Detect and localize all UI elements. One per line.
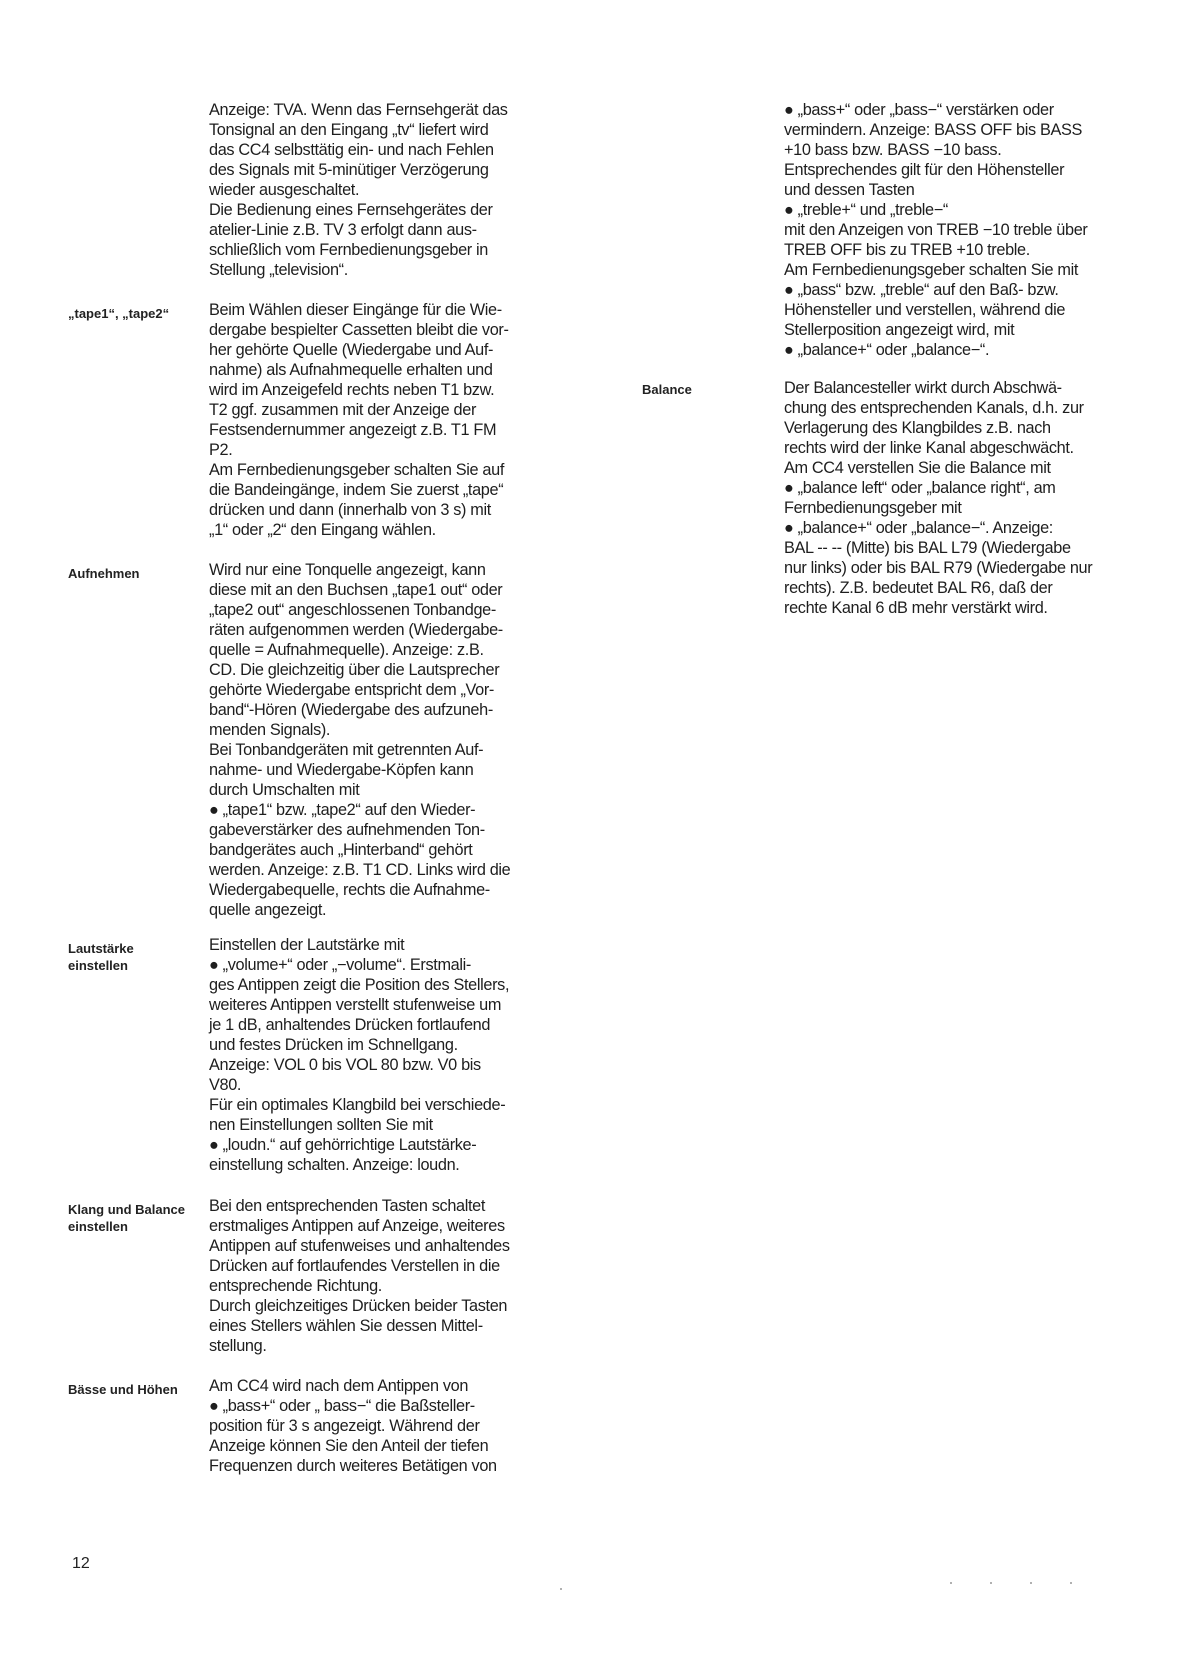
label-klang-balance: Klang und Balance einstellen [68,1202,186,1234]
text-line: ● „balance left“ oder „balance right“, am [784,479,1056,497]
text-line: Entsprechendes gilt für den Höhensteller [784,161,1065,179]
text-line: schließlich vom Fernbedienungsgeber in [209,241,489,259]
text-line: gabeverstärker des aufnehmenden Ton- [209,821,485,839]
text-line: Am CC4 verstellen Sie die Balance mit [784,459,1051,477]
text-line: ges Antippen zeigt die Position des Stellers, [209,976,510,994]
text-line: entsprechende Richtung. [209,1277,382,1295]
text-line: ● „volume+“ oder „−volume“. Erstmali- [209,956,471,974]
text-line: atelier-Linie z.B. TV 3 erfolgt dann aus- [209,221,477,239]
text-line: ● „treble+“ und „treble−“ [784,201,948,219]
text-line: TREB OFF bis zu TREB +10 treble. [784,241,1030,259]
text-line: quelle = Aufnahmequelle). Anzeige: z.B. [209,641,484,659]
text-line: Anzeige: VOL 0 bis VOL 80 bzw. V0 bis [209,1056,481,1074]
text-line: ● „loudn.“ auf gehörrichtige Lautstärke- [209,1136,477,1154]
text-line: Beim Wählen dieser Eingänge für die Wie- [209,301,502,319]
paragraph-tv-intro [209,100,508,280]
text-line: quelle angezeigt. [209,901,327,919]
text-line: BAL -- -- (Mitte) bis BAL L79 (Wiedergabe [784,539,1071,557]
text-line: Wiedergabequelle, rechts die Aufnahme- [209,881,490,899]
text-line: position für 3 s angezeigt. Während der [209,1417,480,1435]
text-line: Wird nur eine Tonquelle angezeigt, kann [209,561,486,579]
text-line: und dessen Tasten [784,181,915,199]
text-line: die Bandeingänge, indem Sie zuerst „tape“ [209,481,504,499]
scan-speck [990,1582,992,1584]
text-line: ● „balance+“ oder „balance−“. Anzeige: [784,519,1053,537]
text-line: wird im Anzeigefeld rechts neben T1 bzw. [209,381,495,399]
text-line: einstellung schalten. Anzeige: loudn. [209,1156,460,1174]
text-line: rechts wird der linke Kanal abgeschwächt. [784,439,1074,457]
text-line: menden Signals). [209,721,331,739]
paragraph-lautstaerke [209,935,509,1175]
text-line: band“-Hören (Wiedergabe des aufzuneh- [209,701,493,719]
text-line: Die Bedienung eines Fernsehgerätes der [209,201,493,219]
text-line: „tape2 out“ angeschlossenen Tonbandge- [209,601,496,619]
label-lautstaerke: Lautstärke einstellen [68,941,134,973]
paragraph-klang-balance [209,1196,510,1356]
text-line: Drücken auf fortlaufendes Verstellen in die [209,1257,500,1275]
text-line: T2 ggf. zusammen mit der Anzeige der [209,401,477,419]
text-line: chung des entsprechenden Kanals, d.h. zur [784,399,1084,417]
scan-speck [1030,1582,1032,1584]
text-line: Bei Tonbandgeräten mit getrennten Auf- [209,741,484,759]
text-line: bandgerätes auch „Hinterband“ gehört [209,841,473,859]
text-line: erstmaliges Antippen auf Anzeige, weiteres [209,1217,505,1235]
label-aufnehmen: Aufnehmen [68,566,140,581]
text-line: weiteres Antippen verstellt stufenweise um [209,996,502,1014]
text-line: werden. Anzeige: z.B. T1 CD. Links wird die [209,861,511,879]
text-line: ● „balance+“ oder „balance−“. [784,341,990,359]
text-line: Festsendernummer angezeigt z.B. T1 FM [209,421,497,439]
text-line: drücken und dann (innerhalb von 3 s) mit [209,501,491,519]
text-line: +10 bass bzw. BASS −10 bass. [784,141,1002,159]
scan-speck [1070,1582,1072,1584]
label-tape: „tape1“, „tape2“ [68,306,170,321]
text-line: Am Fernbedienungsgeber schalten Sie mit [784,261,1079,279]
text-line: Am CC4 wird nach dem Antippen von [209,1377,469,1395]
text-line: nen Einstellungen sollten Sie mit [209,1116,433,1134]
text-line: nahme) als Aufnahmequelle erhalten und [209,361,493,379]
text-line: Antippen auf stufenweises und anhaltendes [209,1237,510,1255]
text-line: und festes Drücken im Schnellgang. [209,1036,458,1054]
text-line: ● „bass+“ oder „ bass−“ die Baßsteller- [209,1397,475,1415]
text-line: Höhensteller und verstellen, während die [784,301,1066,319]
text-line: Fernbedienungsgeber mit [784,499,962,517]
text-line: ● „tape1“ bzw. „tape2“ auf den Wieder- [209,801,476,819]
text-line: rechts). Z.B. bedeutet BAL R6, daß der [784,579,1053,597]
scan-speck [950,1582,952,1584]
text-line: Am Fernbedienungsgeber schalten Sie auf [209,461,504,479]
paragraph-aufnehmen [209,560,510,920]
text-line: nur links) oder bis BAL R79 (Wiedergabe nur [784,559,1093,577]
text-line: Anzeige: TVA. Wenn das Fernsehgerät das [209,101,508,119]
text-line: Tonsignal an den Eingang „tv“ liefert wird [209,121,489,139]
text-line: Frequenzen durch weiteres Betätigen von [209,1457,497,1475]
paragraph-baesse-hoehen [209,1376,497,1476]
text-line: „1“ oder „2“ den Eingang wählen. [209,521,436,539]
text-line: wieder ausgeschaltet. [209,181,360,199]
text-line: stellung. [209,1337,267,1355]
text-line: Verlagerung des Klangbildes z.B. nach [784,419,1051,437]
paragraph-tape [209,300,509,540]
text-line: ● „bass“ bzw. „treble“ auf den Baß- bzw. [784,281,1059,299]
text-line: vermindern. Anzeige: BASS OFF bis BASS [784,121,1082,139]
text-line: gehörte Wiedergabe entspricht dem „Vor- [209,681,494,699]
label-balance: Balance [642,382,692,397]
text-line: durch Umschalten mit [209,781,360,799]
text-line: des Signals mit 5-minütiger Verzögerung [209,161,489,179]
label-baesse-hoehen: Bässe und Höhen [68,1382,178,1397]
text-line: V80. [209,1076,242,1094]
scan-speck [560,1588,562,1590]
text-line: räten aufgenommen werden (Wiedergabe- [209,621,503,639]
page-number: 12 [72,1555,90,1572]
text-line: rechte Kanal 6 dB mehr verstärkt wird. [784,599,1048,617]
text-line: P2. [209,441,233,459]
text-line: das CC4 selbsttätig ein- und nach Fehlen [209,141,494,159]
text-line: eines Stellers wählen Sie dessen Mittel- [209,1317,483,1335]
text-line: Bei den entsprechenden Tasten schaltet [209,1197,486,1215]
text-line: mit den Anzeigen von TREB −10 treble über [784,221,1088,239]
paragraph-bass-treble [784,100,1087,360]
text-line: diese mit an den Buchsen „tape1 out“ oder [209,581,503,599]
text-line: Für ein optimales Klangbild bei verschiede- [209,1096,506,1114]
text-line: ● „bass+“ oder „bass−“ verstärken oder [784,101,1054,119]
text-line: Stellerposition angezeigt wird, mit [784,321,1015,339]
text-line: Der Balancesteller wirkt durch Abschwä- [784,379,1062,397]
paragraph-balance [784,378,1092,618]
text-line: je 1 dB, anhaltendes Drücken fortlaufend [209,1016,491,1034]
text-line: Einstellen der Lautstärke mit [209,936,405,954]
text-line: dergabe bespielter Cassetten bleibt die vor- [209,321,509,339]
text-line: her gehörte Quelle (Wiedergabe und Auf- [209,341,494,359]
text-line: nahme- und Wiedergabe-Köpfen kann [209,761,474,779]
text-line: CD. Die gleichzeitig über die Lautsprecher [209,661,500,679]
text-line: Durch gleichzeitiges Drücken beider Tasten [209,1297,508,1315]
text-line: Anzeige können Sie den Anteil der tiefen [209,1437,489,1455]
text-line: Stellung „television“. [209,261,348,279]
